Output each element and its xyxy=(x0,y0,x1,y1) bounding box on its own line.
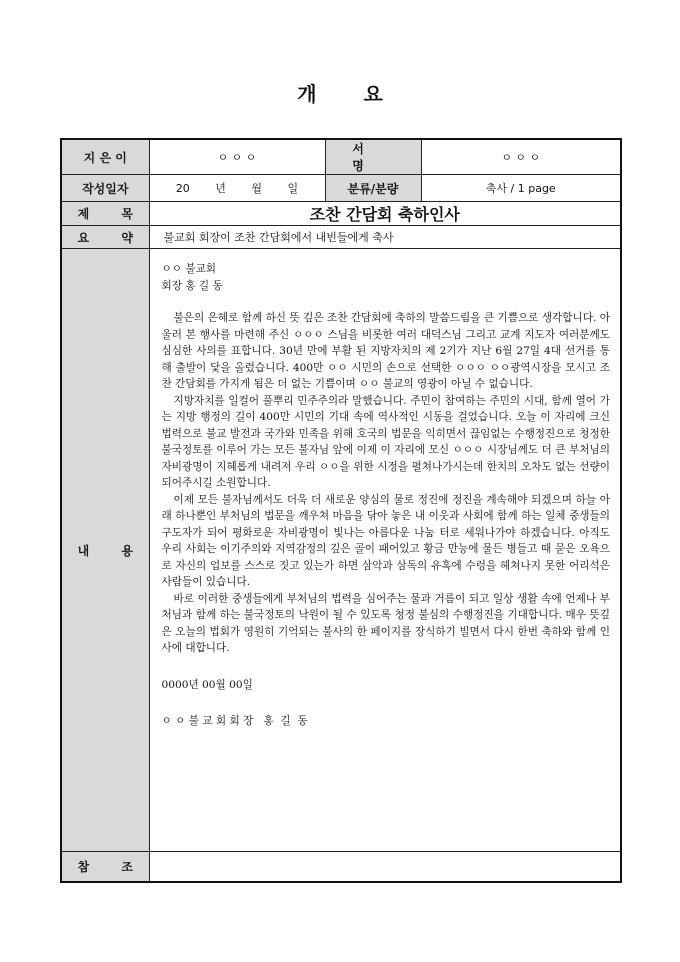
reference-label-text: 참 조 xyxy=(77,859,133,874)
reference-value xyxy=(149,852,621,882)
subject-label-text: 제 목 xyxy=(77,207,133,221)
paragraph-4: 바로 이러한 중생들에게 부처님의 법력을 심어주는 물과 거름이 되고 일상 생활 속에 언제나 부처님과 함께 하는 불국정토의 낙원이 될 수 있도록 청정 불심의 수행정진을 기대합니다. 매우 뜻깊은 오늘의 법회가 영원히 기억되는 불사의 한 페이지를 장식하기 빌면서 다시 한번 축하와 함께 인사에 대합니다. xyxy=(161,592,610,654)
author-label: 지 은 이 xyxy=(61,139,149,175)
date-value xyxy=(149,175,325,202)
summary-label xyxy=(61,226,149,249)
date-label: 작성일자 xyxy=(61,175,149,202)
summary-label-text: 요 약 xyxy=(77,230,133,245)
page-title: 개 요 xyxy=(297,82,403,106)
speaker-line: 회장 홍 길 동 xyxy=(161,279,223,292)
subject-value: 조찬 간담회 축하인사 xyxy=(149,202,621,226)
paragraph-3: 이제 모든 불자님께서도 더욱 더 새로운 양심의 물로 정진에 정진을 계속해야 되겠으며 하늘 아래 하나뿐인 부처님의 법문을 깨우쳐 마음을 닦아 놓은 내 이웃과 사회에 함께 하는 일체 중생들의 구도자가 되어 평화로운 자비광명이 빛나는 아름다운 나눔 터로 세워나가야 하겠습니다. 아직도 우리 사회는 이기주의와 지역감정의 깊은 골이 패어있고 황금 만능에 물든 병들고 때 묻은 오욕으로 자신의 업보를 스스로 짓고 있는가 하면 삼악과 삼독의 유혹에 수렁을 헤쳐나지 못한 어리석은 사람들이 있습니다. xyxy=(161,493,610,588)
speech-body xyxy=(150,249,621,738)
category-value: 축사 / 1 page xyxy=(421,175,621,202)
content-cell xyxy=(149,249,621,852)
closing-signature: ㅇ ㅇ 불 교 회 회 장 홍 길 동 xyxy=(161,715,308,727)
signature-label-text: 서 명 xyxy=(352,142,394,173)
author-value: ㅇ ㅇ ㅇ xyxy=(149,139,325,175)
category-label: 분류/분량 xyxy=(325,175,421,202)
speech-date: 0000년 00월 00일 xyxy=(161,678,253,691)
reference-label xyxy=(61,852,149,882)
subject-label xyxy=(61,202,149,226)
content-label-text: 내 용 xyxy=(77,543,133,558)
signature-value: ㅇ ㅇ ㅇ xyxy=(421,139,621,175)
signature-label xyxy=(325,139,421,175)
content-label xyxy=(61,249,149,852)
org-line: ㅇㅇ 불교회 xyxy=(161,263,217,275)
paragraph-2: 지방자치를 일컬어 풀뿌리 민주주의라 말했습니다. 주민이 참여하는 주민의 시대, 함께 열어 가는 지방 행정의 길이 400만 시민의 기대 속에 역사적인 시동을 걸었습니다. 오늘 이 자리에 크신 법력으로 불교 발전과 국가와 민족을 위해 호국의 법문을 익히면서 끊임없는 수행정진으로 청정한 불국정토를 이루어 가는 모든 불자님 앞에 이제 이 자리에 모신 ㅇㅇㅇ 시장님께도 더 큰 부처님의 자비광명이 지혜롭게 내려져 우리 ㅇㅇ을 위한 시정을 펼쳐나가시는데 한치의 오차도 없는 선량이 되어주시길 소원합니다. xyxy=(161,394,610,489)
overview-table xyxy=(60,138,622,883)
paragraph-1: 불은의 은혜로 함께 하신 뜻 깊은 조찬 간담회에 축하의 말씀드림을 큰 기쁨으로 생각합니다. 아울러 본 행사를 마련해 주신 ㅇㅇㅇ 스님을 비롯한 여러 대덕스님 그리고 교계 지도자 여러분께도 심심한 사의를 표합니다. 30년 만에 부활 된 지방자치의 제 2기가 지난 6월 27일 4대 선거를 통해 출발이 닻을 올렸습니다. 400만 ㅇㅇ 시민의 손으로 선택한 ㅇㅇㅇ ㅇㅇ광역시장을 모시고 조찬 간담회를 가지게 됨은 더 없는 기쁨이며 ㅇㅇ 불교의 영광이 아닐 수 없습니다. xyxy=(161,312,610,390)
summary-value: 불교회 회장이 조찬 간담회에서 내빈들에게 축사 xyxy=(149,226,621,249)
date-value-text: 20 년 월 일 xyxy=(175,182,299,195)
